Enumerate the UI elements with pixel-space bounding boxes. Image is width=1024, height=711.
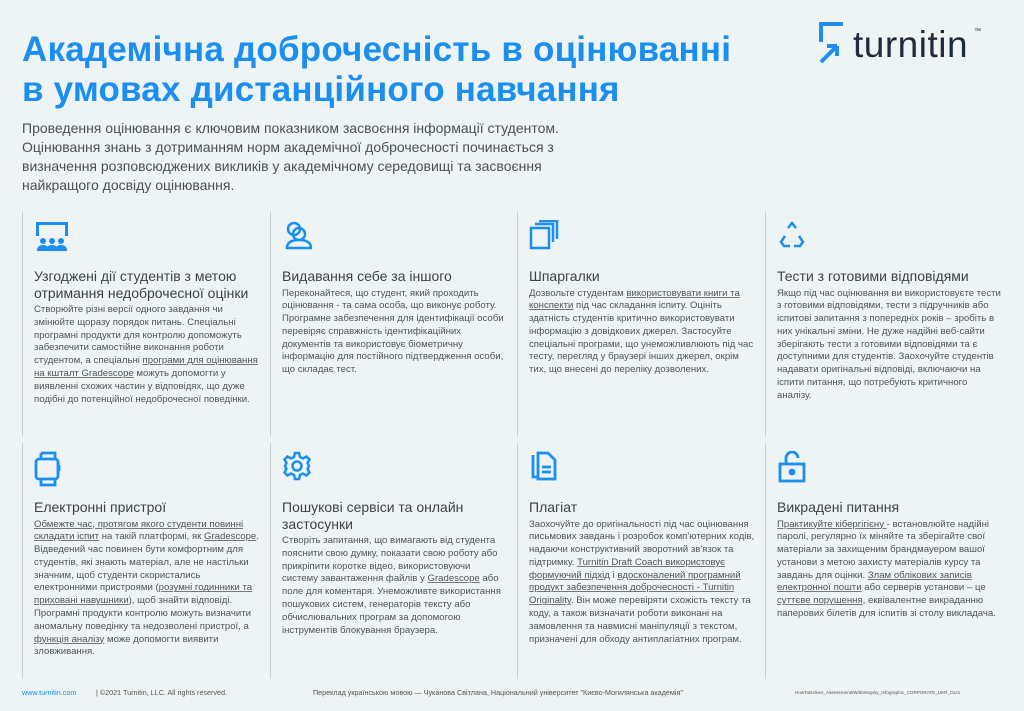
card-text: Створюйте різні версії одного завдання чи змінюйте щоразу порядок питань. Спеціальні програмні продукти для контролю допоможуть забезпечити самостійне виконання роботи студентом, а спеціальні xyxy=(34,304,242,367)
card-link[interactable]: вдосконалений програмний продукт забезпечення доброчесності - Turnitin Originality xyxy=(529,569,741,607)
card-text: можуть допомогти у виявленні схожих частин у відповідях, що дуже подібні до потенційної недоброчесної поведінки. xyxy=(34,367,250,405)
card-title: Викрадені питання xyxy=(777,499,900,515)
document-code: HowToDeliver_AssessmentsWithIntegrity_Infographic_CORPORATE_UKR_0121 xyxy=(795,690,961,695)
card-gear xyxy=(270,443,517,679)
unlocked-padlock-icon xyxy=(777,451,1004,491)
card-text: Дозвольте студентам xyxy=(529,287,627,299)
card-link[interactable]: Злам облікових записів електронної пошти xyxy=(777,569,972,594)
card-text: Якщо під час оцінювання ви використовуєте тести з готовими відповідями, тести з підручників або іспитові запитання з попередніх років – зробіть в них унікальні зміни. Не дуже надійні веб-сайти зберігають тести з готовими відповідями та є доступними для студентів. Заохочуйте студентів надавати оригінальні відповіді, включаючи на іспити питання, що потребують критичного аналізу. xyxy=(777,287,1001,401)
card-body xyxy=(777,288,1004,403)
card-text: може допомогти виявити зловживання. xyxy=(34,633,219,658)
user-identity-icon xyxy=(282,220,509,260)
card-title: Тести з готовими відповідями xyxy=(777,268,969,284)
card-text: або серверів установи – це xyxy=(861,582,986,594)
card-body xyxy=(34,519,261,660)
card-body xyxy=(282,288,509,378)
title-line-2: в умовах дистанційного навчання xyxy=(22,70,620,109)
card-title: Видавання себе за іншого xyxy=(282,268,452,284)
card-title: Пошукові сервіси та онлайн застосунки xyxy=(282,499,464,532)
card-user-identity xyxy=(270,212,517,436)
card-title: Електронні пристрої xyxy=(34,499,167,515)
logo-trademark: ™ xyxy=(974,28,982,35)
copyright: | ©2021 Turnitin, LLC. All rights reserved. xyxy=(96,688,228,697)
card-text: Заохочуйте до оригінальності під час оцінювання письмових завдань і розробок комп'ютерних кодів, надаючи конструктивний зворотний зв'язок та підтримку. xyxy=(529,518,755,568)
card-text: - встановлюйте надійні паролі, регулярно їх міняйте та зберігайте свої матеріали за захищеним брандмауером вашої установи з метою захисту матеріалів курсу та завдань для оцінки. xyxy=(777,518,990,581)
website-link[interactable]: www.turnitin.com xyxy=(22,688,77,697)
card-text: ), щоб знайти відповіді. Програмні продукти контролю можуть визначити аномальну поведінку та недозволені пристрої, а xyxy=(34,595,252,632)
card-body xyxy=(34,304,261,406)
gear-icon xyxy=(282,451,509,491)
card-text: або поле для коментаря. Унеможливте використання пошукових систем, генераторів тексту або обчислювальних програм за допомогою інструментів блокування браузера. xyxy=(282,573,501,636)
card-presentation-audience xyxy=(22,212,269,436)
card-text: і xyxy=(609,569,618,581)
translation-credit: Переклад українською мовою — Чуканова Світлана, Національний університет "Києво-Могилянська академія" xyxy=(313,688,683,697)
intro-paragraph: Проведення оцінювання є ключовим показником засвоєння інформації студентом. Оцінювання знань з дотриманням норм академічної доброчесності починається з визначення розповсюджених викликів у академічному середовищі та засвоєння найкращого досвіду оцінювання. xyxy=(22,120,559,193)
card-unlocked-padlock xyxy=(765,443,1012,679)
card-body xyxy=(529,519,756,647)
card-text: . Він може перевіряти схожість тексту та коду, а також визначати роботи виконані на замовлення та навмисні маніпуляції з текстом, призначені для обходу антиплагіатних програм. xyxy=(529,595,751,645)
card-link[interactable]: використовувати книги та конспекти xyxy=(529,287,740,312)
card-link[interactable]: Gradescope xyxy=(204,531,257,543)
card-link[interactable]: суттєве порушення xyxy=(777,595,863,607)
card-text: під час складання іспиту. Оцініть здатність студентів критично використовувати інформацію з довідкових джерел. Застосуйте спеціальні програми, що унеможливлюють під час тесту, перегляд у браузері інших джерел, окрім тих, що внесені до переліку дозволених. xyxy=(529,300,754,376)
card-link[interactable]: Gradescope xyxy=(427,573,480,585)
card-copy-document xyxy=(517,443,764,679)
card-link[interactable]: Обмежте час, протягом якого студенти повинні складати іспит xyxy=(34,518,244,543)
card-body xyxy=(529,288,756,378)
turnitin-logo xyxy=(815,20,981,70)
card-link[interactable]: розумні годинники та приховані навушники xyxy=(34,582,253,607)
card-link[interactable]: Turnitin Draft Coach використовує формуючий підхід xyxy=(529,556,726,581)
card-text: . Відведений час повинен бути комфортним для студентів, які знають матеріал, але не настільки значним, щоб студенти скористались електронними пристроями ( xyxy=(34,531,259,594)
copy-document-icon xyxy=(529,451,756,491)
card-title: Плагіат xyxy=(529,499,578,515)
card-recycle xyxy=(765,212,1012,436)
card-stacked-pages xyxy=(517,212,764,436)
card-title: Узгоджені дії студентів з метою отримання недоброчесної оцінки xyxy=(34,268,249,301)
card-text: , еквівалентне викраданню паперових білетів для іспитів зі столу викладача. xyxy=(777,595,996,620)
page-title xyxy=(22,30,731,110)
title-line-1: Академічна доброчесність в оцінюванні xyxy=(22,30,732,69)
card-link[interactable]: програми для оцінювання на кшталт Gradescope xyxy=(34,355,258,379)
card-link[interactable]: функція аналізу xyxy=(34,633,105,645)
recycle-icon xyxy=(777,220,1004,260)
card-smartwatch xyxy=(22,443,269,679)
card-text: Переконайтеся, що студент, який проходить оцінювання - та сама особа, що виконує роботу. Програмне забезпечення для ідентифікації особи перевіряє справжність ідентифікаційних документів та використовує біометричну інформацію для постійного підтвердження особи, що складає тест. xyxy=(282,287,504,376)
card-text: на такій платформі, як xyxy=(99,531,204,543)
card-link[interactable]: Практикуйте кібергігієну xyxy=(777,518,887,530)
card-title: Шпаргалки xyxy=(529,268,600,284)
card-text: Створіть запитання, що вимагають від студента пояснити свою думку, показати свою роботу або прикріпити коротке відео, використовуючи систему завантаження файлів у xyxy=(282,535,498,585)
stacked-pages-icon xyxy=(529,220,756,260)
card-body xyxy=(777,519,1004,621)
smartwatch-icon xyxy=(34,451,261,491)
presentation-audience-icon xyxy=(34,220,261,260)
turnitin-logo-icon xyxy=(815,20,847,70)
card-body xyxy=(282,535,509,637)
logo-text: turnitin xyxy=(853,24,969,65)
